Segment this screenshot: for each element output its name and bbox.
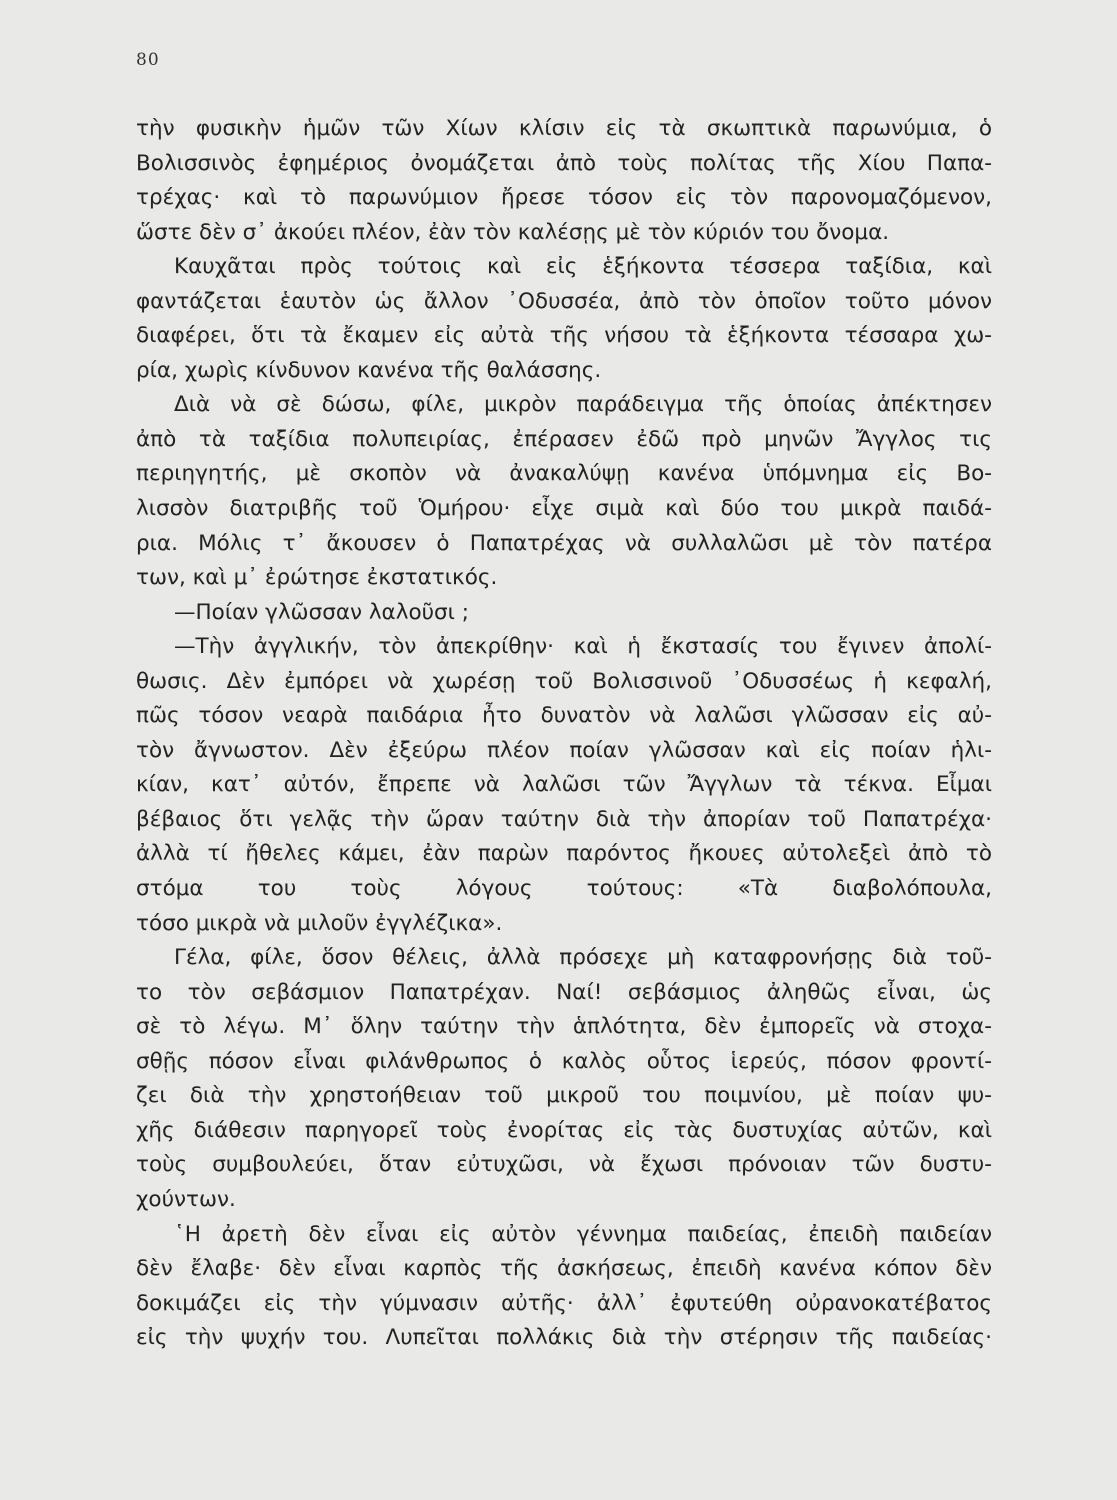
text-line: ὥστε δὲν σ᾽ ἀκούει πλέον, ἐὰν τὸν καλέσῃς μὲ τὸν κύριόν του ὄνομα.: [136, 219, 890, 245]
text-line: θωσις. Δὲν ἐμπόρει νὰ χωρέσῃ τοῦ Βολισσινοῦ ᾿Οδυσσέως ἡ κεφαλή,: [136, 668, 992, 694]
text-line: περιηγητής, μὲ σκοπὸν νὰ ἀνακαλύψῃ κανένα ὑπόμνημα εἰς Βο-: [136, 461, 992, 487]
text-line: σὲ τὸ λέγω. Μ᾽ ὅλην ταύτην τὴν ἁπλότητα, δὲν ἐμπορεῖς νὰ στοχα-: [136, 1014, 992, 1040]
text-line: τοὺς συμβουλεύει, ὅταν εὐτυχῶσι, νὰ ἔχωσι πρόνοιαν τῶν δυστυ-: [136, 1152, 992, 1178]
body-text: [136, 112, 992, 1356]
text-line: ζει διὰ τὴν χρηστοήθειαν τοῦ μικροῦ του ποιμνίου, μὲ ποίαν ψυ-: [136, 1083, 992, 1109]
text-line: πῶς τόσον νεαρὰ παιδάρια ἦτο δυνατὸν νὰ λαλῶσι γλῶσσαν εἰς αὐ-: [136, 703, 992, 729]
text-line: στόμα του τοὺς λόγους τούτους: «Τὰ διαβολόπουλα,: [136, 876, 992, 902]
text-line: το τὸν σεβάσμιον Παπατρέχαν. Ναί! σεβάσμιος ἀληθῶς εἶναι, ὡς: [136, 979, 992, 1005]
text-line: —Ποίαν γλῶσσαν λαλοῦσι ;: [174, 599, 470, 625]
text-line: τρέχας· καὶ τὸ παρωνύμιον ἤρεσε τόσον εἰς τὸν παρονομαζόμενον,: [136, 185, 992, 211]
text-line: Διὰ νὰ σὲ δώσω, φίλε, μικρὸν παράδειγμα τῆς ὁποίας ἀπέκτησεν: [174, 392, 992, 418]
text-line: Καυχᾶται πρὸς τούτοις καὶ εἰς ἑξήκοντα τέσσερα ταξίδια, καὶ: [174, 254, 992, 280]
text-line: ρια. Μόλις τ᾽ ἄκουσεν ὁ Παπατρέχας νὰ συλλαλῶσι μὲ τὸν πατέρα: [136, 530, 992, 556]
text-line: τὴν φυσικὴν ἡμῶν τῶν Χίων κλίσιν εἰς τὰ σκωπτικὰ παρωνύμια, ὁ: [136, 116, 992, 141]
text-line: ρία, χωρὶς κίνδυνον κανένα τῆς θαλάσσης.: [136, 357, 602, 383]
text-line: δὲν ἔλαβε· δὲν εἶναι καρπὸς τῆς ἀσκήσεως, ἐπειδὴ κανένα κόπον δὲν: [136, 1256, 992, 1282]
text-line: δοκιμάζει εἰς τὴν γύμνασιν αὐτῆς· ἀλλ᾽ ἐφυτεύθη οὐρανοκατέβατος: [136, 1290, 992, 1316]
text-line: διαφέρει, ὅτι τὰ ἔκαμεν εἰς αὐτὰ τῆς νήσου τὰ ἑξήκοντα τέσσαρα χω-: [136, 323, 992, 349]
text-line: ῾Η ἀρετὴ δὲν εἶναι εἰς αὐτὸν γέννημα παιδείας, ἐπειδὴ παιδείαν: [174, 1221, 992, 1247]
text-line: Γέλα, φίλε, ὅσον θέλεις, ἀλλὰ πρόσεχε μὴ καταφρονήσῃς διὰ τοῦ-: [174, 945, 992, 971]
text-line: των, καὶ μ᾽ ἐρώτησε ἐκστατικός.: [136, 565, 498, 591]
text-line: —Τὴν ἀγγλικήν, τὸν ἀπεκρίθην· καὶ ἡ ἔκστασίς του ἔγινεν ἀπολί-: [174, 634, 992, 660]
text-line: φαντάζεται ἑαυτὸν ὡς ἄλλον ᾿Οδυσσέα, ἀπὸ τὸν ὁποῖον τοῦτο μόνον: [136, 288, 992, 314]
text-line: Βολισσινὸς ἐφημέριος ὀνομάζεται ἀπὸ τοὺς πολίτας τῆς Χίου Παπα-: [136, 150, 992, 176]
text-line: χούντων.: [136, 1186, 236, 1212]
text-line: ἀπὸ τὰ ταξίδια πολυπειρίας, ἐπέρασεν ἐδῶ πρὸ μηνῶν Ἄγγλος τις: [136, 426, 992, 452]
text-line: ἀλλὰ τί ἤθελες κάμει, ἐὰν παρὼν παρόντος ἤκουες αὐτολεξεὶ ἀπὸ τὸ: [136, 841, 992, 867]
text-line: τόσο μικρὰ νὰ μιλοῦν ἐγγλέζικα».: [136, 910, 503, 936]
text-line: βέβαιος ὅτι γελᾷς τὴν ὥραν ταύτην διὰ τὴν ἀπορίαν τοῦ Παπατρέχα·: [136, 806, 992, 832]
text-line: τὸν ἄγνωστον. Δὲν ἐξεύρω πλέον ποίαν γλῶσσαν καὶ εἰς ποίαν ἡλι-: [136, 737, 992, 763]
text-line: χῆς διάθεσιν παρηγορεῖ τοὺς ἐνορίτας εἰς τὰς δυστυχίας αὐτῶν, καὶ: [136, 1117, 992, 1143]
text-line: λισσὸν διατριβῆς τοῦ Ὁμήρου· εἶχε σιμὰ καὶ δύο του μικρὰ παιδά-: [136, 496, 992, 522]
text-line: κίαν, κατ᾽ αὐτόν, ἔπρεπε νὰ λαλῶσι τῶν Ἄγγλων τὰ τέκνα. Εἶμαι: [136, 772, 992, 798]
page-number: 80: [136, 50, 160, 70]
text-line: σθῇς πόσον εἶναι φιλάνθρωπος ὁ καλὸς οὗτος ἱερεύς, πόσον φροντί-: [136, 1048, 992, 1074]
text-line: εἰς τὴν ψυχήν του. Λυπεῖται πολλάκις διὰ τὴν στέρησιν τῆς παιδείας·: [136, 1325, 992, 1351]
